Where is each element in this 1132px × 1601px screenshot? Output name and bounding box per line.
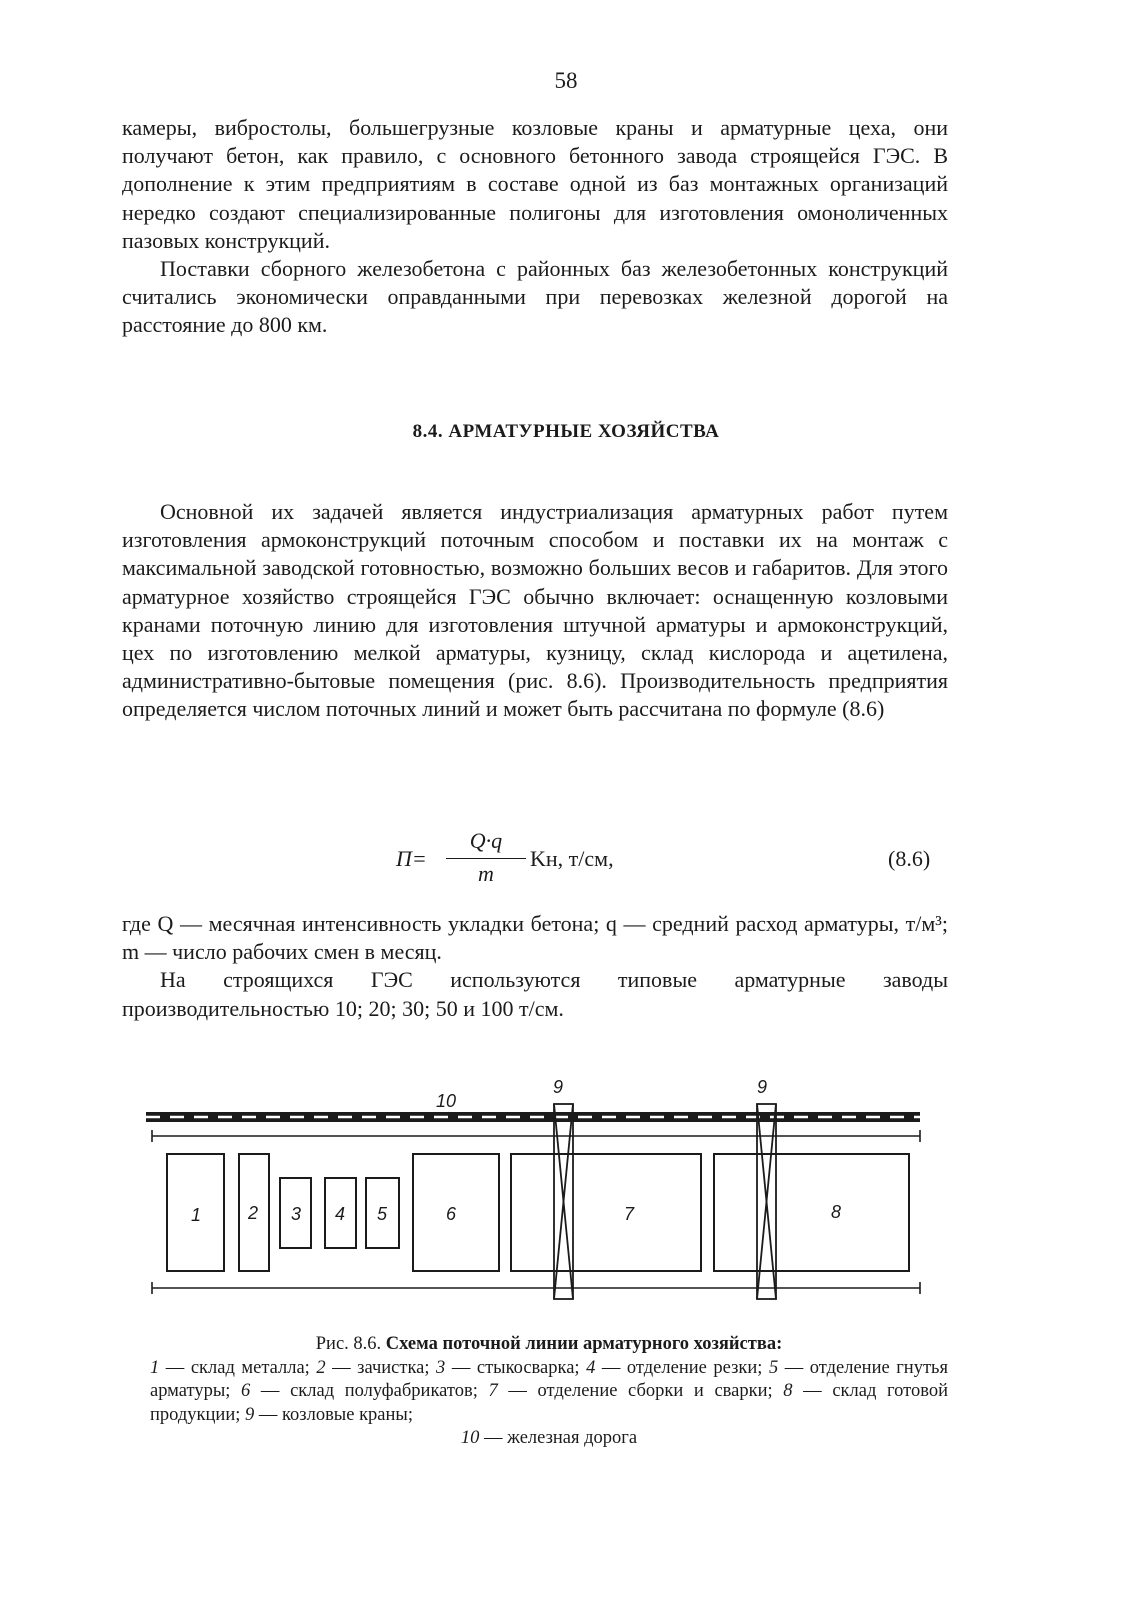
formula-fraction — [446, 828, 526, 891]
caption-item-text: — козловые краны; — [254, 1404, 413, 1425]
caption-item-number: 7 — [488, 1381, 498, 1401]
label-block-3: 3 — [291, 1204, 302, 1224]
dimension-line-bottom — [152, 1282, 920, 1294]
caption-item-text: — склад металла; — [159, 1357, 317, 1378]
formula-denominator: m — [478, 861, 494, 886]
label-railway: 10 — [436, 1091, 457, 1111]
label-block-1: 1 — [191, 1205, 202, 1225]
caption-item-number: 5 — [768, 1357, 779, 1378]
label-block-7: 7 — [624, 1204, 635, 1224]
label-block-2: 2 — [248, 1203, 259, 1223]
formula-rhs: Kн, т/см, — [530, 846, 614, 871]
caption-item-text: — зачистка; — [325, 1357, 437, 1378]
caption-prefix: Рис. 8.6. — [315, 1334, 382, 1354]
label-block-5: 5 — [377, 1204, 388, 1224]
caption-item-text: — склад полуфабрикатов; — [250, 1381, 489, 1401]
caption-item-number: 4 — [586, 1357, 596, 1378]
caption-last-line — [150, 1427, 948, 1451]
caption-item-number: 2 — [316, 1357, 326, 1378]
formula-numerator: Q·q — [469, 828, 503, 853]
caption-item-number: 1 — [150, 1357, 160, 1378]
caption-item-number: 6 — [241, 1381, 251, 1401]
paragraph: где Q — месячная интенсивность укладки бетона; q — средний расход арматуры, т/м³; m — число рабочих смен в месяц. — [122, 911, 948, 965]
caption-heading: Схема поточной линии арматурного хозяйства: — [385, 1334, 783, 1354]
caption-item-number: 9 — [244, 1404, 255, 1425]
text-block-bottom — [122, 910, 948, 1023]
label-block-4: 4 — [335, 1204, 346, 1224]
caption-item-text: — отделение резки; — [595, 1357, 769, 1378]
label-crane-left: 9 — [553, 1077, 564, 1097]
dimension-line-top — [152, 1130, 920, 1142]
caption-item-text: — стыкосварка; — [445, 1357, 587, 1378]
caption-item-text: — склад готовой продукции; — [150, 1381, 948, 1425]
railway-track — [146, 1112, 920, 1122]
block-7-assembly-welding — [511, 1154, 701, 1271]
caption-title — [150, 1333, 948, 1357]
gantry-crane-right — [757, 1104, 776, 1299]
caption-item-text: — отделение сборки и сварки; — [497, 1381, 784, 1401]
formula-number: (8.6) — [888, 846, 931, 871]
gantry-crane-left — [554, 1104, 573, 1299]
caption-item-number: 3 — [436, 1357, 446, 1378]
label-crane-right: 9 — [757, 1077, 768, 1097]
figure-caption — [150, 1333, 948, 1451]
figure-diagram — [140, 1075, 940, 1320]
label-block-6: 6 — [446, 1204, 457, 1224]
paragraph: Основной их задачей является индустриализация арматурных работ путем изготовления армоконструкций поточным способом и поставки их на монтаж с максимальной заводской готовностью, возможно больших весов и габаритов. Для этого арматурное хозяйство строящейся ГЭС обычно включает: оснащенную козловыми кранами поточную линию для изготовления штучной арматуры и армоконструкций, цех по изготовлению мелкой арматуры, кузницу, склад кислорода и ацетилена, административно-бытовые помещения (рис. 8.6). Производительность предприятия определяется числом поточных линий и может быть рассчитана по формуле (8.6) — [122, 499, 948, 722]
caption-item-text: — железная дорога — [479, 1428, 638, 1448]
formula-lhs: П= — [396, 846, 427, 871]
label-block-8: 8 — [831, 1202, 842, 1222]
caption-item-number: 8 — [783, 1381, 793, 1401]
text-block-main — [122, 498, 948, 724]
caption-item-number: 10 — [460, 1428, 480, 1448]
paragraph: На строящихся ГЭС используются типовые арматурные заводы производительностью 10; 20; 30; 50 и 100 т/см. — [122, 967, 948, 1021]
block-8-finished-products-warehouse — [714, 1154, 909, 1271]
section-heading: 8.4. АРМАТУРНЫЕ ХОЗЯЙСТВА — [412, 421, 720, 442]
caption-legend — [150, 1357, 948, 1428]
text-block-top — [122, 114, 948, 340]
caption-item-text: — отделение гнутья арматуры; — [150, 1357, 948, 1401]
paragraph: камеры, вибростолы, большегрузные козловые краны и арматурные цеха, они получают бетон, как правило, с основного бетонного завода строящейся ГЭС. В дополнение к этим предприятиям в составе одной из баз монтажных организаций нередко создают специализированные полигоны для изготовления омоноличенных пазовых конструкций. — [122, 115, 948, 253]
flow-line-diagram — [140, 1075, 940, 1315]
paragraph: Поставки сборного железобетона с районных баз железобетонных конструкций считались экономически оправданными при перевозках железной дорогой на расстояние до 800 км. — [122, 256, 948, 338]
page-number: 58 — [554, 68, 578, 93]
